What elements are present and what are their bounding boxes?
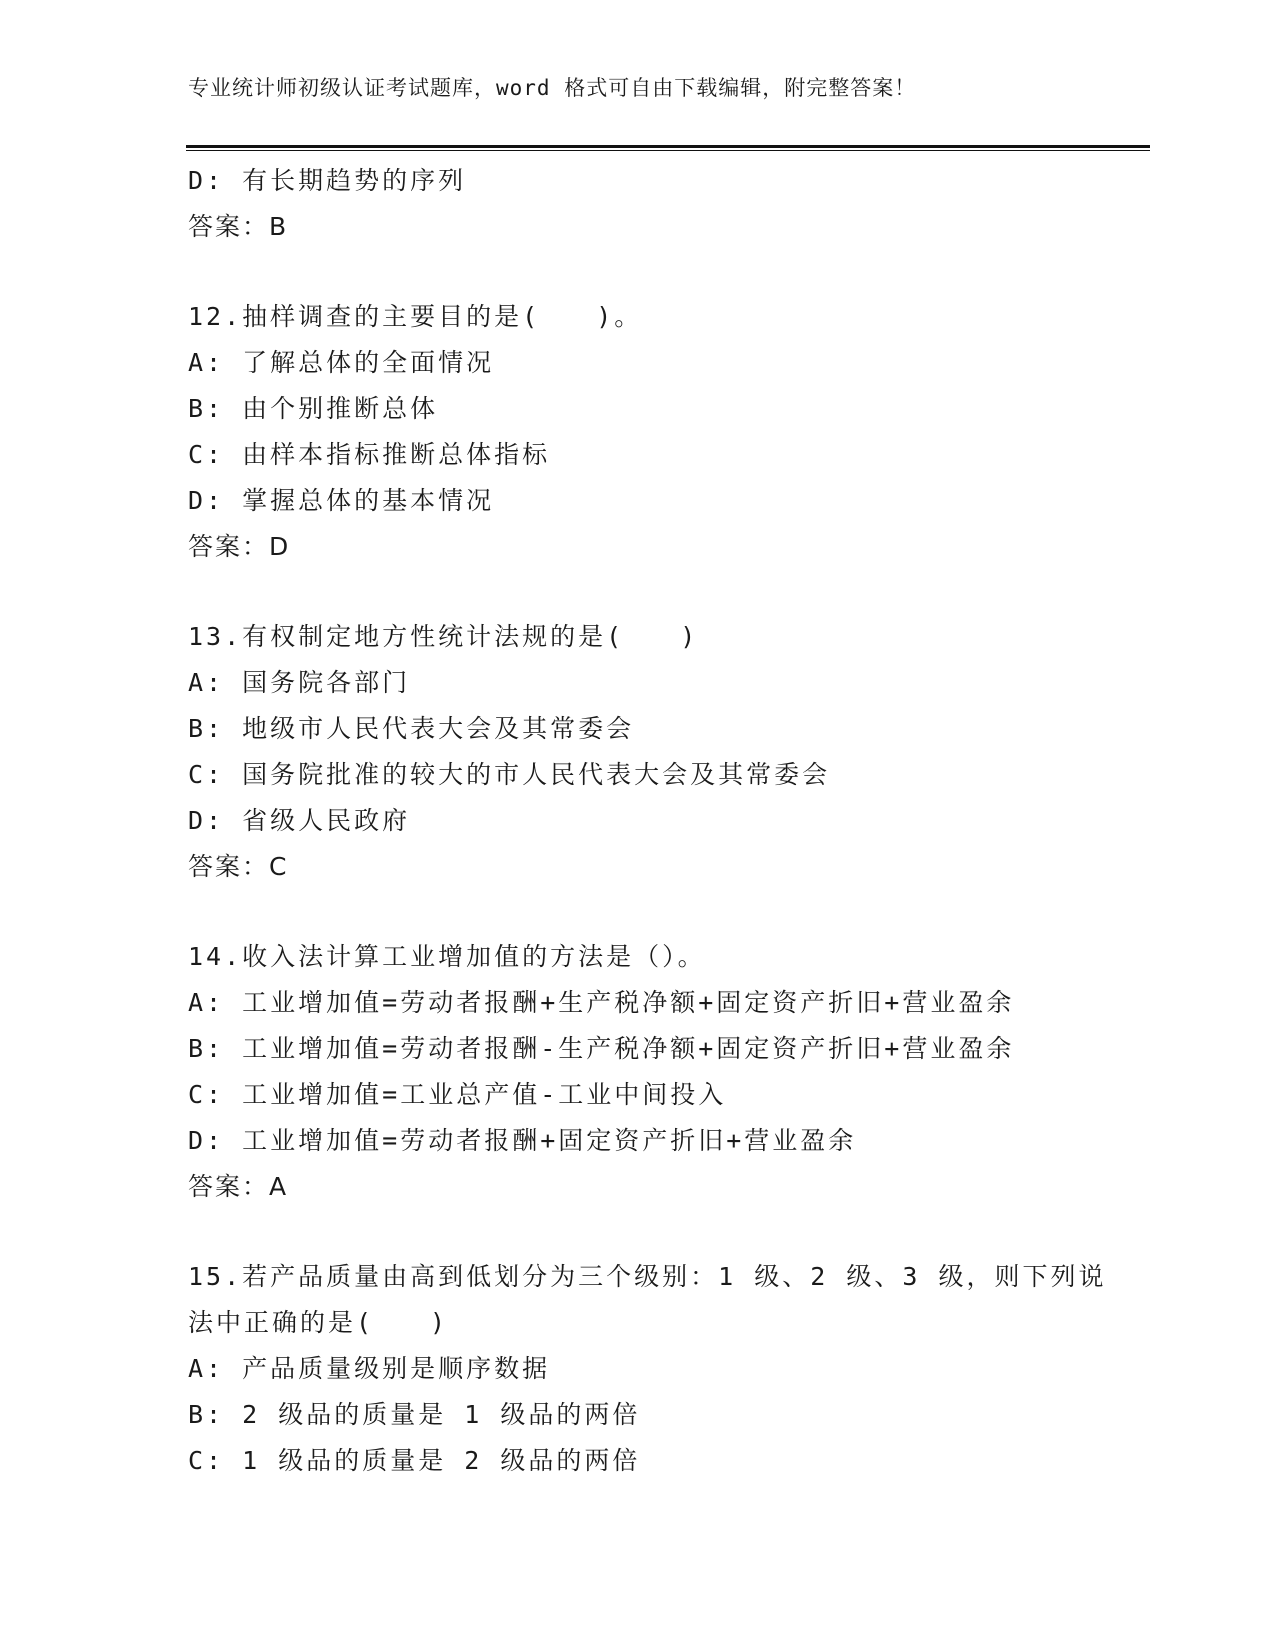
answer: 答案：C: [188, 852, 289, 881]
question-14: [188, 934, 1128, 1210]
option-a: A: 国务院各部门: [188, 668, 411, 697]
option-a: A: 工业增加值=劳动者报酬+生产税净额+固定资产折旧+营业盈余: [188, 988, 1015, 1017]
question-content: [188, 158, 1128, 1484]
option-c: C: 国务院批准的较大的市人民代表大会及其常委会: [188, 760, 831, 789]
option-b: B: 地级市人民代表大会及其常委会: [188, 714, 635, 743]
answer: 答案：A: [188, 1172, 289, 1201]
option-a: A: 了解总体的全面情况: [188, 348, 495, 377]
question-11-tail: [188, 158, 1128, 250]
option-c: C: 由样本指标推断总体指标: [188, 440, 551, 469]
question-text-line-1: 15.若产品质量由高到低划分为三个级别：1 级、2 级、3 级，则下列说: [188, 1262, 1107, 1291]
option-d: D: 省级人民政府: [188, 806, 411, 835]
option-b: B: 2 级品的质量是 1 级品的两倍: [188, 1400, 641, 1429]
option-a: A: 产品质量级别是顺序数据: [188, 1354, 551, 1383]
question-text: 13.有权制定地方性统计法规的是( ): [188, 622, 699, 651]
header-rule-thin: [186, 150, 1150, 151]
question-text: 12.抽样调查的主要目的是( )。: [188, 302, 643, 331]
answer: 答案：B: [188, 212, 289, 241]
option-b: B: 工业增加值=劳动者报酬-生产税净额+固定资产折旧+营业盈余: [188, 1034, 1015, 1063]
option-c: C: 工业增加值=工业总产值-工业中间投入: [188, 1080, 727, 1109]
answer: 答案：D: [188, 532, 291, 561]
option-d: D: 工业增加值=劳动者报酬+固定资产折旧+营业盈余: [188, 1126, 857, 1155]
question-12: [188, 294, 1128, 570]
header-rule-thick: [186, 145, 1150, 148]
page-header: 专业统计师初级认证考试题库，word 格式可自由下载编辑，附完整答案！: [188, 76, 917, 100]
question-text-line-2: 法中正确的是( ): [188, 1308, 449, 1337]
question-13: [188, 614, 1128, 890]
question-15: [188, 1254, 1128, 1484]
question-text: 14.收入法计算工业增加值的方法是（）。: [188, 942, 706, 971]
option-d: D: 掌握总体的基本情况: [188, 486, 495, 515]
option-c: C: 1 级品的质量是 2 级品的两倍: [188, 1446, 641, 1475]
option-b: B: 由个别推断总体: [188, 394, 439, 423]
option-d: D: 有长期趋势的序列: [188, 166, 467, 195]
